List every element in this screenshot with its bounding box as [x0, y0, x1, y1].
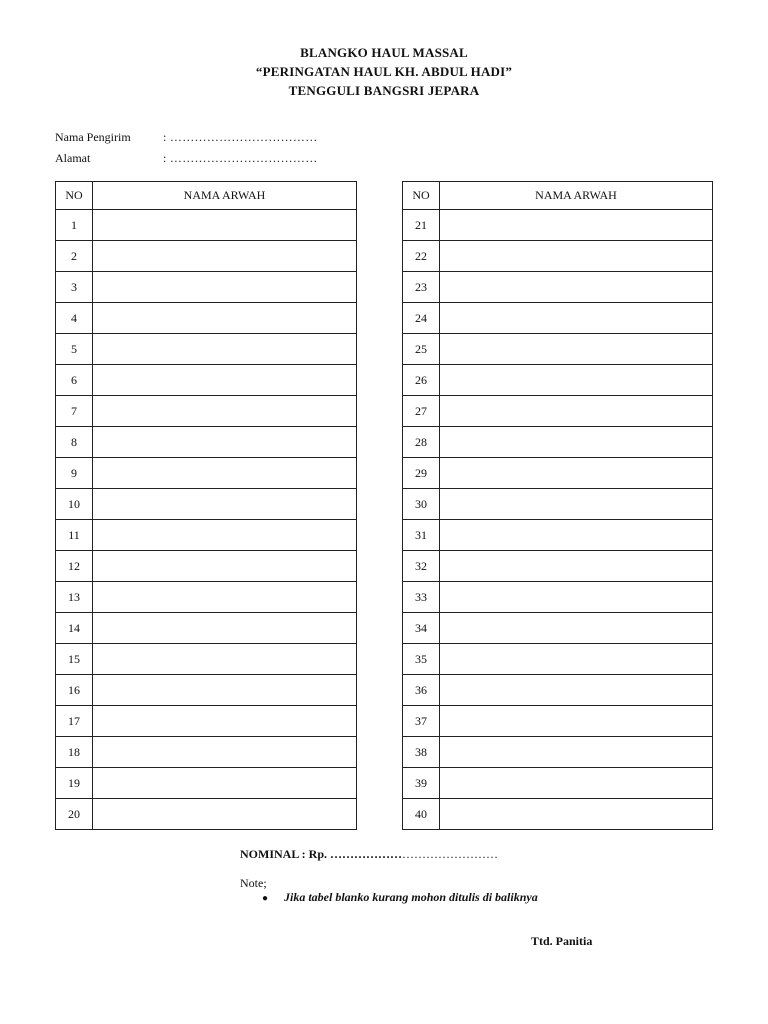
nama-arwah-cell[interactable] [440, 427, 713, 458]
table-row [56, 551, 357, 582]
row-number: 7 [56, 396, 93, 427]
row-number: 23 [403, 272, 440, 303]
row-number: 28 [403, 427, 440, 458]
nama-arwah-cell[interactable] [440, 675, 713, 706]
table-row [403, 427, 713, 458]
col-nama-arwah-header: NAMA ARWAH [93, 182, 357, 210]
title-line-1: BLANGKO HAUL MASSAL [300, 45, 468, 60]
table-row [403, 303, 713, 334]
field-alamat [55, 151, 318, 166]
row-number: 40 [403, 799, 440, 830]
note-label: Note; [240, 876, 267, 890]
nama-arwah-cell[interactable] [93, 458, 357, 489]
table-row [403, 520, 713, 551]
row-number: 36 [403, 675, 440, 706]
alamat-blank: : ……………………………… [163, 151, 318, 165]
table-row [403, 210, 713, 241]
nama-arwah-cell[interactable] [93, 396, 357, 427]
table-row [56, 396, 357, 427]
table-row [403, 489, 713, 520]
table-header-row [403, 182, 713, 210]
nama-arwah-cell[interactable] [93, 241, 357, 272]
table-arwah-right [402, 181, 713, 830]
nama-arwah-cell[interactable] [440, 396, 713, 427]
nama-arwah-cell[interactable] [440, 520, 713, 551]
row-number: 34 [403, 613, 440, 644]
table-row [403, 458, 713, 489]
row-number: 29 [403, 458, 440, 489]
row-number: 9 [56, 458, 93, 489]
table-row [403, 706, 713, 737]
col-nama-arwah-header: NAMA ARWAH [440, 182, 713, 210]
nominal-label: NOMINAL : Rp. ……………… [240, 847, 403, 861]
nama-arwah-cell[interactable] [440, 334, 713, 365]
nama-arwah-cell[interactable] [93, 365, 357, 396]
nama-arwah-cell[interactable] [93, 334, 357, 365]
table-row [56, 427, 357, 458]
row-number: 16 [56, 675, 93, 706]
row-number: 19 [56, 768, 93, 799]
nama-arwah-cell[interactable] [440, 210, 713, 241]
row-number: 1 [56, 210, 93, 241]
table-row [56, 489, 357, 520]
nama-arwah-cell[interactable] [440, 582, 713, 613]
row-number: 21 [403, 210, 440, 241]
table-row [403, 799, 713, 830]
table-row [56, 613, 357, 644]
table-row [403, 768, 713, 799]
nama-arwah-cell[interactable] [440, 644, 713, 675]
nama-arwah-cell[interactable] [440, 303, 713, 334]
row-number: 5 [56, 334, 93, 365]
table-row [403, 272, 713, 303]
table-header-row [56, 182, 357, 210]
table-row [403, 551, 713, 582]
table-row [56, 303, 357, 334]
row-number: 20 [56, 799, 93, 830]
nama-arwah-cell[interactable] [93, 520, 357, 551]
nama-arwah-cell[interactable] [440, 458, 713, 489]
table-row [56, 799, 357, 830]
table-row [56, 644, 357, 675]
nama-arwah-cell[interactable] [93, 675, 357, 706]
table-row [403, 334, 713, 365]
nama-arwah-cell[interactable] [93, 799, 357, 830]
row-number: 25 [403, 334, 440, 365]
row-number: 8 [56, 427, 93, 458]
col-no-header: NO [56, 182, 93, 210]
alamat-label: Alamat [55, 151, 91, 165]
table-row [56, 520, 357, 551]
table-row [56, 675, 357, 706]
table-row [56, 458, 357, 489]
row-number: 24 [403, 303, 440, 334]
nominal-blank: …………………… [402, 847, 499, 861]
table-row [56, 365, 357, 396]
nama-arwah-cell[interactable] [440, 551, 713, 582]
nama-arwah-cell[interactable] [93, 737, 357, 768]
table-row [56, 272, 357, 303]
note-item [262, 890, 538, 905]
row-number: 22 [403, 241, 440, 272]
row-number: 33 [403, 582, 440, 613]
table-row [403, 675, 713, 706]
col-no-header: NO [403, 182, 440, 210]
table-row [403, 396, 713, 427]
table-row [403, 365, 713, 396]
nama-arwah-cell[interactable] [440, 365, 713, 396]
row-number: 6 [56, 365, 93, 396]
row-number: 4 [56, 303, 93, 334]
nama-arwah-cell[interactable] [440, 737, 713, 768]
nama-arwah-cell[interactable] [93, 644, 357, 675]
note-text: Jika tabel blanko kurang mohon ditulis di baliknya [284, 890, 538, 904]
nama-arwah-cell[interactable] [440, 799, 713, 830]
nama-arwah-cell[interactable] [93, 210, 357, 241]
nominal-line [240, 847, 498, 862]
title-line-2: “PERINGATAN HAUL KH. ABDUL HADI” [255, 64, 513, 79]
row-number: 13 [56, 582, 93, 613]
row-number: 10 [56, 489, 93, 520]
row-number: 32 [403, 551, 440, 582]
row-number: 27 [403, 396, 440, 427]
nama-arwah-cell[interactable] [440, 613, 713, 644]
table-row [403, 644, 713, 675]
row-number: 11 [56, 520, 93, 551]
nama-arwah-cell[interactable] [93, 582, 357, 613]
row-number: 3 [56, 272, 93, 303]
table-row [56, 582, 357, 613]
document-title [0, 43, 768, 100]
table-row [403, 582, 713, 613]
row-number: 37 [403, 706, 440, 737]
field-nama-pengirim [55, 130, 318, 145]
table-arwah-left [55, 181, 357, 830]
nama-arwah-cell[interactable] [93, 427, 357, 458]
nama-pengirim-label: Nama Pengirim [55, 130, 131, 144]
row-number: 12 [56, 551, 93, 582]
table-row [56, 737, 357, 768]
table-row [403, 613, 713, 644]
nama-arwah-cell[interactable] [93, 551, 357, 582]
nama-arwah-cell[interactable] [440, 241, 713, 272]
row-number: 18 [56, 737, 93, 768]
row-number: 15 [56, 644, 93, 675]
nama-arwah-cell[interactable] [440, 272, 713, 303]
row-number: 26 [403, 365, 440, 396]
table-row [56, 334, 357, 365]
nama-arwah-cell[interactable] [93, 613, 357, 644]
bullet-icon: ● [262, 893, 269, 904]
table-row [56, 210, 357, 241]
nama-arwah-cell[interactable] [93, 303, 357, 334]
nama-pengirim-blank: : ……………………………… [163, 130, 318, 144]
row-number: 35 [403, 644, 440, 675]
table-row [56, 768, 357, 799]
row-number: 31 [403, 520, 440, 551]
signature-panitia: Ttd. Panitia [531, 934, 593, 948]
row-number: 17 [56, 706, 93, 737]
nama-arwah-cell[interactable] [440, 489, 713, 520]
row-number: 14 [56, 613, 93, 644]
row-number: 30 [403, 489, 440, 520]
nama-arwah-cell[interactable] [440, 768, 713, 799]
title-line-3: TENGGULI BANGSRI JEPARA [288, 83, 480, 98]
row-number: 2 [56, 241, 93, 272]
table-row [56, 706, 357, 737]
table-row [403, 241, 713, 272]
nama-arwah-cell[interactable] [93, 768, 357, 799]
row-number: 39 [403, 768, 440, 799]
row-number: 38 [403, 737, 440, 768]
table-row [56, 241, 357, 272]
nama-arwah-cell[interactable] [93, 489, 357, 520]
nama-arwah-cell[interactable] [93, 706, 357, 737]
nama-arwah-cell[interactable] [440, 706, 713, 737]
nama-arwah-cell[interactable] [93, 272, 357, 303]
table-row [403, 737, 713, 768]
